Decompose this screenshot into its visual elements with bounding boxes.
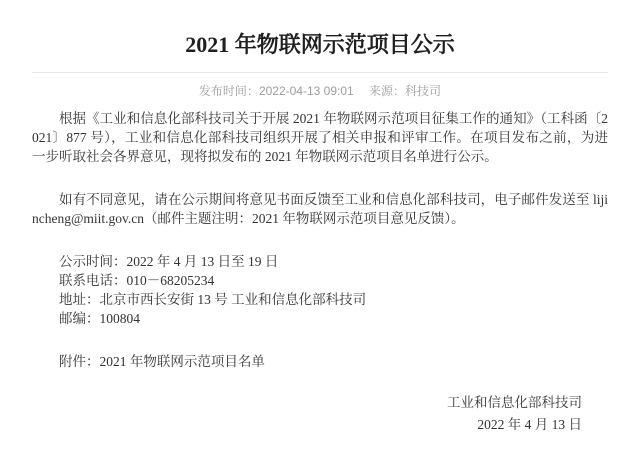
paragraph-feedback: 如有不同意见，请在公示期间将意见书面反馈至工业和信息化部科技司，电子邮件发送至 lijincheng@miit.gov.cn（邮件主题注明：2021 年物联网示范项目意见反馈）。 (32, 192, 608, 226)
source-value: 科技司 (405, 84, 442, 98)
source-label: 来源： (369, 84, 406, 98)
signature-date: 2022 年 4 月 13 日 (477, 417, 582, 432)
page-title: 2021 年物联网示范项目公示 (185, 32, 455, 57)
publicity-period-line: 公示时间：2022 年 4 月 13 日至 19 日 (59, 254, 279, 269)
publish-time-label: 发布时间： (198, 84, 259, 98)
publish-time-value: 2022-04-13 09:01 (258, 84, 354, 98)
title-divider (32, 72, 608, 73)
paragraph-intro: 根据《工业和信息化部科技司关于开展 2021 年物联网示范项目征集工作的通知》（工科函〔2021〕877 号），工业和信息化部科技司组织开展了相关申报和评审工作。在项目发布之前，为进一步听取社会各界意见，现将拟发布的 2021 年物联网示范项目名单进行公示。 (32, 111, 608, 164)
contact-phone-line: 联系电话：010－68205234 (59, 273, 215, 288)
postal-code-line: 邮编：100804 (59, 311, 140, 326)
attachment-line: 附件：2021 年物联网示范项目名单 (59, 354, 265, 369)
document-body (32, 109, 608, 436)
contact-block (32, 252, 608, 328)
publish-meta (0, 84, 640, 99)
contact-address-line: 地址：北京市西长安街 13 号 工业和信息化部科技司 (59, 292, 367, 307)
signature-block (32, 392, 608, 436)
signature-org: 工业和信息化部科技司 (447, 395, 582, 410)
